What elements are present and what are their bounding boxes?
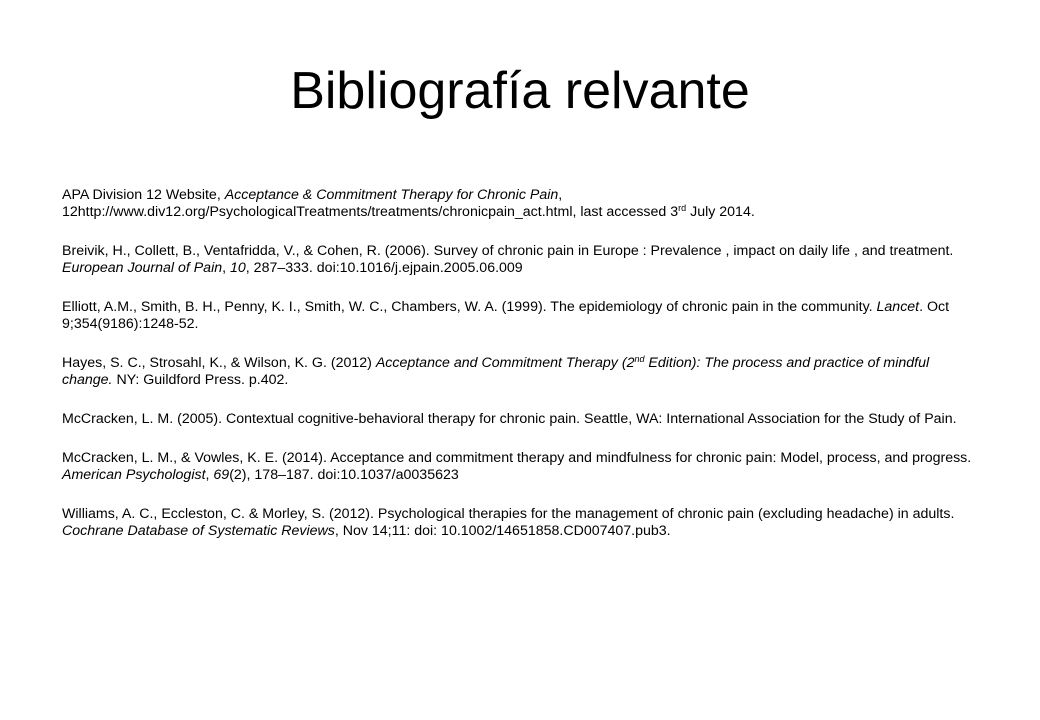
reference-text: . Oct 9;354(9186):1248-52. [62, 299, 950, 332]
reference-text: Elliott, A.M., Smith, B. H., Penny, K. I., Smith, W. C., Chambers, W. A. (1999). The epidemiology of chronic pain in the community. [62, 299, 877, 315]
reference-text: , 12http://www.div12.org/PsychologicalTreatments/treatments/chronicpain_act.html, last accessed 3 [62, 187, 679, 220]
reference-text: , [222, 260, 231, 276]
reference-text: , [205, 467, 214, 483]
italic-text: European Journal of Pain [62, 260, 223, 276]
italic-text: Edition): The process and practice of mindful change. [62, 355, 930, 388]
italic-text: Lancet [876, 299, 920, 315]
italic-text: American Psychologist [62, 467, 206, 483]
superscript-text: nd [634, 354, 645, 364]
reference-list [62, 187, 982, 562]
reference-item [62, 187, 982, 221]
italic-text: Acceptance & Commitment Therapy for Chronic Pain [224, 187, 559, 203]
reference-text: Williams, A. C., Eccleston, C. & Morley, S. (2012). Psychological therapies for the management of chronic pain (excluding headache) in adults. [62, 506, 955, 522]
reference-text: McCracken, L. M., & Vowles, K. E. (2014). Acceptance and commitment therapy and mindfulness for chronic pain: Model, process, and progress. [62, 450, 972, 466]
reference-item [62, 299, 982, 333]
superscript-text: rd [678, 203, 687, 213]
italic-text: 10 [230, 260, 246, 276]
reference-item [62, 411, 982, 428]
reference-text: APA Division 12 Website, [62, 187, 225, 203]
italic-text: 69 [213, 467, 230, 483]
italic-text: Acceptance and Commitment Therapy (2 [375, 355, 635, 371]
reference-text: (2), 178–187. doi:10.1037/a0035623 [229, 467, 459, 483]
reference-item [62, 355, 982, 389]
reference-text: Hayes, S. C., Strosahl, K., & Wilson, K. G. (2012) [62, 355, 376, 371]
reference-item [62, 506, 982, 540]
reference-text: , 287–333. doi:10.1016/j.ejpain.2005.06.009 [245, 260, 523, 276]
italic-text: Cochrane Database of Systematic Reviews [62, 523, 335, 539]
reference-item [62, 243, 982, 277]
slide-title: Bibliografía relvante [290, 62, 750, 120]
reference-text: July 2014. [686, 204, 755, 220]
reference-item [62, 450, 982, 484]
reference-text: Breivik, H., Collett, B., Ventafridda, V., & Cohen, R. (2006). Survey of chronic pain in Europe : Prevalence , impact on daily life , and treatment. [62, 243, 954, 259]
reference-text: , Nov 14;11: doi: 10.1002/14651858.CD007407.pub3. [334, 523, 671, 539]
reference-text: NY: Guildford Press. p.402. [112, 372, 289, 388]
reference-text: McCracken, L. M. (2005). Contextual cognitive-behavioral therapy for chronic pain. Seattle, WA: International Association for the Study of Pain. [62, 411, 957, 427]
